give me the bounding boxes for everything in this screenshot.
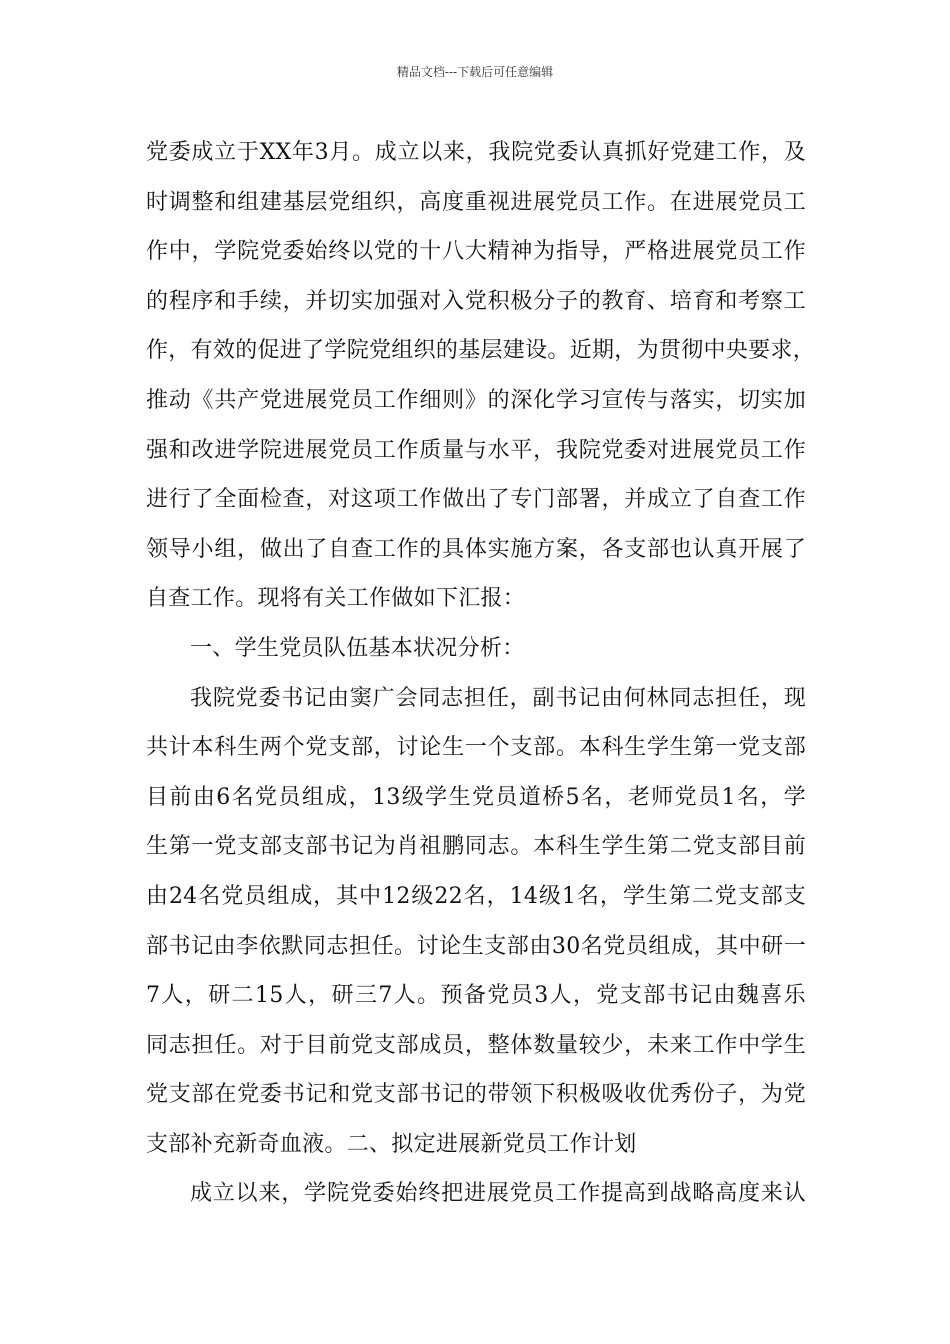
document-body [146,128,816,1219]
body-line: 共计本科生两个党支部，讨论生一个支部。本科生学生第一党支部 [146,735,806,761]
body-line: 7人，研二15人，研三7人。预备党员3人，党支部书记由魏喜乐 [146,983,806,1009]
body-line: 党支部在党委书记和党支部书记的带领下积极吸收优秀份子，为党 [146,1082,806,1108]
body-line: 生第一党支部支部书记为肖祖鹏同志。本科生学生第二党支部目前 [146,834,806,860]
body-line: 强和改进学院进展党员工作质量与水平，我院党委对进展党员工作 [146,437,806,463]
body-line: 进行了全面检查，对这项工作做出了专门部署，并成立了自查工作 [146,487,806,513]
body-line: 作，有效的促进了学院党组织的基层建设。近期，为贯彻中央要求， [146,338,816,364]
section-heading: 一、学生党员队伍基本状况分析： [190,635,525,661]
body-line: 目前由6名党员组成，13级学生党员道桥5名，老师党员1名，学 [146,784,806,810]
body-line: 支部补充新奇血液。二、拟定进展新党员工作计划 [146,1131,637,1157]
body-line: 推动《共产党进展党员工作细则》的深化学习宣传与落实，切实加 [146,387,806,413]
body-line: 我院党委书记由窦广会同志担任，副书记由何林同志担任，现 [190,685,806,711]
body-line: 的程序和手续，并切实加强对入党积极分子的教育、培育和考察工 [146,288,806,314]
body-line: 部书记由李依默同志担任。讨论生支部由30名党员组成，其中研一 [146,933,806,959]
page-header: 精品文档---下载后可任意编辑 [396,65,554,79]
body-line: 同志担任。对于目前党支部成员，整体数量较少，未来工作中学生 [146,1032,806,1058]
body-line: 自查工作。现将有关工作做如下汇报： [146,586,526,612]
body-line: 时调整和组建基层党组织，高度重视进展党员工作。在进展党员工 [146,189,806,215]
body-line: 由24名党员组成，其中12级22名，14级1名，学生第二党支部支 [146,883,806,909]
body-line: 成立以来，学院党委始终把进展党员工作提高到战略高度来认 [190,1181,806,1207]
body-line: 党委成立于XX年3月。成立以来，我院党委认真抓好党建工作，及 [146,140,806,165]
body-line: 领导小组，做出了自查工作的具体实施方案，各支部也认真开展了 [146,536,806,562]
body-line: 作中，学院党委始终以党的十八大精神为指导，严格进展党员工作 [146,239,806,265]
